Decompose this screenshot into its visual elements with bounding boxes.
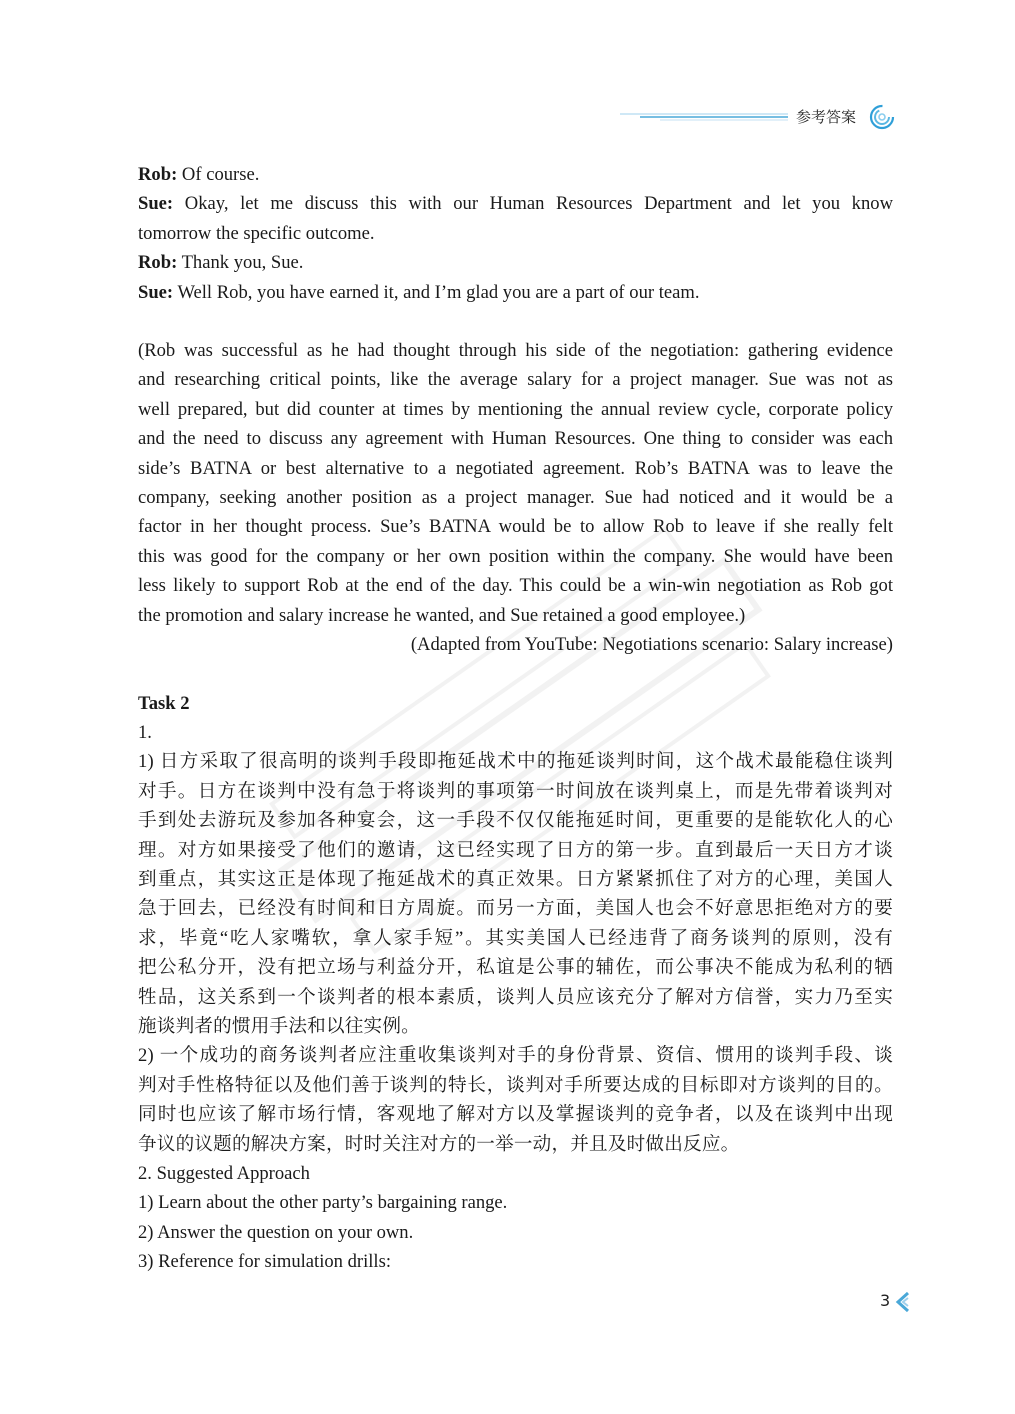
question-label: 1. [138, 721, 152, 743]
header-decorative-lines [620, 106, 790, 126]
commentary-line: side’s BATNA or best alternative to a negotiated agreement. Rob’s BATNA was to leave the [138, 457, 893, 479]
dialogue-text: Of course. [181, 164, 260, 185]
answer-line: 对手。日方在谈判中没有急于将谈判的事项第一时间放在谈判桌上，而是先带着谈判对 [138, 780, 893, 802]
approach-item: 1) Learn about the other party’s bargaining range. [138, 1192, 508, 1214]
answer-line: 同时也应该了解市场行情，客观地了解对方以及掌握谈判的竞争者，以及在谈判中出现 [138, 1104, 893, 1126]
speaker-label: Rob: [138, 252, 178, 274]
page-body [138, 160, 893, 1277]
commentary-line: well prepared, but did counter at times by mentioning the annual review cycle, corporate policy [138, 398, 893, 420]
spacer [138, 307, 893, 336]
dialogue-text: Well Rob, you have earned it, and I’m glad you are a part of our team. [177, 281, 700, 303]
source-citation: (Adapted from YouTube: Negotiations scenario: Salary increase) [410, 634, 893, 656]
answer-line: 判对手性格特征以及他们善于谈判的特长，谈判对手所要达成的目标即对方谈判的目的。 [138, 1074, 893, 1096]
header-title: 参考答案 [796, 108, 857, 126]
answer-paragraph-1 [138, 747, 893, 1041]
answer-line: 牲品，这关系到一个谈判者的根本素质，谈判人员应该充分了解对方信誉，实力乃至实 [138, 986, 893, 1008]
dialogue-line [138, 189, 893, 218]
spacer [138, 660, 893, 689]
speaker-label: Sue: [138, 193, 174, 215]
answer-line: 急于回去，已经没有时间和日方周旋。而另一方面，美国人也会不好意思拒绝对方的要 [138, 898, 893, 920]
answer-line: 理。对方如果接受了他们的邀请，这已经实现了日方的第一步。直到最后一天日方才谈 [138, 839, 893, 861]
dialogue-text: Okay, let me discuss this with our Human Resources Department and let you know [184, 193, 893, 215]
commentary-line: this was good for the company or her own position within the company. She would have been [138, 545, 893, 567]
dialogue-line [138, 248, 893, 277]
speaker-label: Sue: [138, 281, 174, 303]
dialogue-line [138, 160, 893, 189]
page-arrow-icon [894, 1291, 910, 1313]
dialogue-line-continued: tomorrow the specific outcome. [138, 222, 375, 244]
commentary-line: less likely to support Rob at the end of the day. This could be a win-win negotiation as Rob got [138, 575, 893, 597]
task-heading: Task 2 [138, 692, 190, 714]
answer-line: 把公私分开，没有把立场与利益分开，私谊是公事的辅佐，而公事决不能成为私利的牺 [138, 957, 893, 979]
commentary-line: factor in her thought process. Sue’s BATNA would be to allow Rob to leave if she really felt [138, 516, 893, 538]
answer-line: 施谈判者的惯用手法和以往实例。 [138, 1015, 420, 1037]
answer-line: 1) 日方采取了很高明的谈判手段即拖延战术中的拖延谈判时间，这个战术最能稳住谈判 [138, 751, 893, 773]
commentary-line: the promotion and salary increase he wanted, and Sue retained a good employee.) [138, 604, 746, 626]
approach-item: 3) Reference for simulation drills: [138, 1251, 392, 1273]
running-header [620, 100, 900, 136]
commentary-line: company, seeking another position as a project manager. Sue had noticed and it would be a [138, 487, 893, 509]
spiral-logo-icon [869, 104, 895, 130]
dialogue-line [138, 278, 893, 307]
commentary-line: (Rob was successful as he had thought through his side of the negotiation: gathering evidence [138, 340, 893, 362]
commentary-line: and researching critical points, like the average salary for a project manager. Sue was not as [138, 369, 893, 391]
answer-line: 求，毕竟“吃人家嘴软，拿人家手短”。其实美国人已经违背了商务谈判的原则，没有 [138, 927, 893, 949]
dialogue-text: Thank you, Sue. [181, 252, 304, 274]
answer-paragraph-2 [138, 1041, 893, 1159]
answer-line: 到重点，其实这正是体现了拖延战术的真正效果。日方紧紧抓住了对方的心理，美国人 [138, 868, 893, 890]
commentary-line: and the need to discuss any agreement with Human Resources. One thing to consider was each [138, 428, 893, 450]
question-label: 2. Suggested Approach [138, 1163, 310, 1184]
answer-line: 争议的议题的解决方案，时时关注对方的一举一动，并且及时做出反应。 [138, 1133, 740, 1155]
speaker-label: Rob: [138, 164, 178, 185]
answer-line: 手到处去游玩及参加各种宴会，这一手段不仅仅能拖延时间，更重要的是能软化人的心 [138, 810, 893, 832]
approach-item: 2) Answer the question on your own. [138, 1221, 414, 1243]
page-number: 3 [880, 1291, 891, 1310]
answer-line: 2) 一个成功的商务谈判者应注重收集谈判对手的身份背景、资信、惯用的谈判手段、谈 [138, 1045, 893, 1067]
